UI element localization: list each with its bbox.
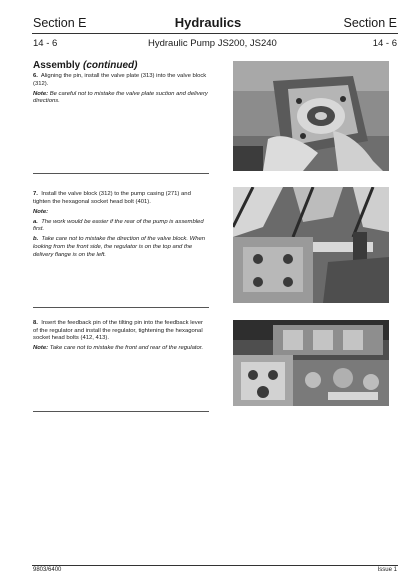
assembly-continued: (continued) [83,60,138,71]
step-7 [33,191,209,262]
page-subtitle: Hydraulic Pump JS200, JS240 [148,38,277,49]
note-item-a-text: The work would be easier if the rear of the pump is assembled first. [33,218,204,233]
note-label: Note: [33,208,49,215]
step-divider [33,307,209,308]
note-item-b-text: Take care not to mistake the direction of the valve block. When looking from the front side, the regulator is on the top and the delivery flange is on the left. [33,236,206,258]
note-item-a-label: a. [33,218,38,225]
note-label: Note: [33,345,49,352]
step-number: 7. [33,191,38,197]
header-rule [32,33,398,34]
step-8 [33,320,209,355]
section-label-left: Section E [33,16,87,30]
step-divider [33,411,209,412]
section-label-right: Section E [343,16,397,30]
note-label: Note: [33,90,49,97]
issue-label: Issue 1 [377,567,397,573]
document-number: 9803/6400 [33,567,62,573]
page-title: Hydraulics [174,15,242,30]
photo-valve-block-casing [233,187,389,303]
note-text: Be careful not to mistake the valve plate suction and delivery directions. [33,90,208,105]
step-6 [33,73,209,108]
step-number: 6. [33,73,38,79]
step-text: Insert the feedback pin of the tilting pin into the feedback lever of the regulator and install the regulator, tightening the hexagonal socket head bolts (412, 413). [33,320,203,342]
page-number-right: 14 - 6 [372,38,397,49]
step-text: Aligning the pin, install the valve plate (313) into the valve block (312). [33,73,207,87]
page-number-left: 14 - 6 [33,38,58,49]
note-item-b-label: b. [33,236,39,243]
photo-regulator-install [233,320,389,406]
step-number: 8. [33,320,38,326]
photo-valve-plate-install [233,61,389,171]
step-text: Install the valve block (312) to the pump casing (271) and tighten the hexagonal socket head bolt (401). [33,191,191,205]
assembly-heading [33,60,137,71]
step-divider [33,173,209,174]
footer-rule [32,565,398,566]
assembly-title: Assembly [33,60,81,71]
note-text: Take care not to mistake the front and rear of the regulator. [49,345,204,352]
